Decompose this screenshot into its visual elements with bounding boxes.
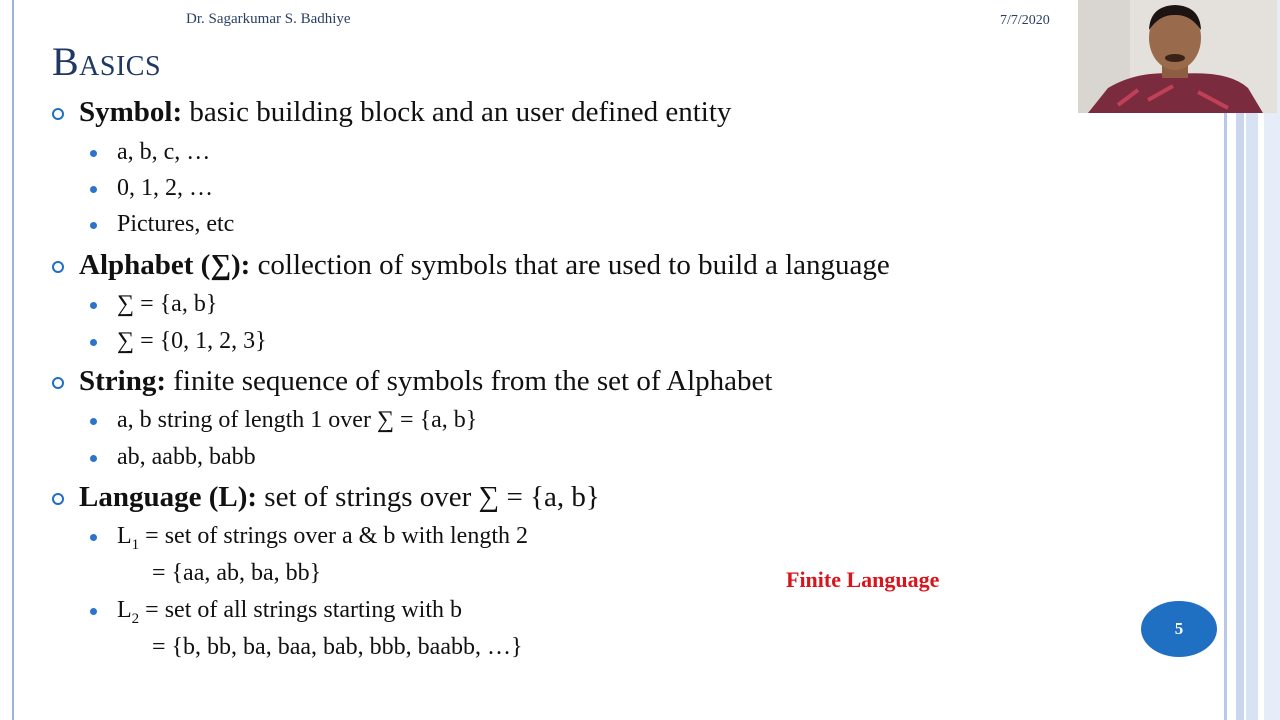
dot-bullet-icon	[90, 339, 97, 346]
dot-bullet-icon	[90, 418, 97, 425]
sub-item-text: a, b string of length 1 over ∑ = {a, b}	[117, 407, 478, 433]
circle-bullet-icon	[52, 108, 64, 120]
webcam-video	[1078, 0, 1277, 113]
sub-item-text: a, b, c, …	[117, 139, 211, 165]
sub-item-text: = set of strings over a & b with length 2	[139, 523, 528, 549]
language-var: L	[117, 523, 132, 549]
term-label: String:	[79, 365, 166, 397]
circle-bullet-icon	[52, 261, 64, 273]
left-border-line	[12, 0, 14, 720]
sub-item-text: Pictures, etc	[117, 211, 235, 237]
dot-bullet-icon	[90, 186, 97, 193]
language-var: L	[117, 597, 132, 623]
slide-number-badge: 5	[1141, 601, 1217, 657]
term-description: finite sequence of symbols from the set of Alphabet	[166, 365, 773, 397]
slide-title: Basics	[52, 39, 162, 84]
language-subscript: 2	[131, 610, 140, 627]
presenter-video-frame	[1078, 0, 1277, 113]
dot-bullet-icon	[90, 222, 97, 229]
dot-bullet-icon	[90, 455, 97, 462]
sub-item-text: 0, 1, 2, …	[117, 175, 213, 201]
finite-language-annotation: Finite Language	[786, 567, 940, 592]
term-description: collection of symbols that are used to build a language	[250, 249, 890, 281]
term-label: Symbol:	[79, 96, 183, 128]
term-description: set of strings over ∑ = {a, b}	[257, 481, 600, 513]
circle-bullet-icon	[52, 493, 64, 505]
circle-bullet-icon	[52, 377, 64, 389]
term-description: basic building block and an user defined entity	[182, 96, 732, 128]
dot-bullet-icon	[90, 534, 97, 541]
dot-bullet-icon	[90, 608, 97, 615]
sub-item-continuation: = {b, bb, ba, baa, bab, bbb, baabb, …}	[152, 634, 523, 660]
sub-item-text: ab, aabb, babb	[117, 444, 256, 470]
term-label: Alphabet (∑):	[79, 249, 251, 281]
language-subscript: 1	[131, 536, 140, 553]
sub-item-text: ∑ = {0, 1, 2, 3}	[117, 328, 267, 354]
header-author: Dr. Sagarkumar S. Badhiye	[186, 11, 351, 27]
sub-item-text: ∑ = {a, b}	[117, 291, 218, 317]
term-label: Language (L):	[79, 481, 258, 513]
sub-item-continuation: = {aa, ab, ba, bb}	[152, 560, 322, 586]
header-date: 7/7/2020	[1000, 13, 1050, 28]
dot-bullet-icon	[90, 302, 97, 309]
dot-bullet-icon	[90, 150, 97, 157]
sub-item-text: = set of all strings starting with b	[139, 597, 463, 623]
